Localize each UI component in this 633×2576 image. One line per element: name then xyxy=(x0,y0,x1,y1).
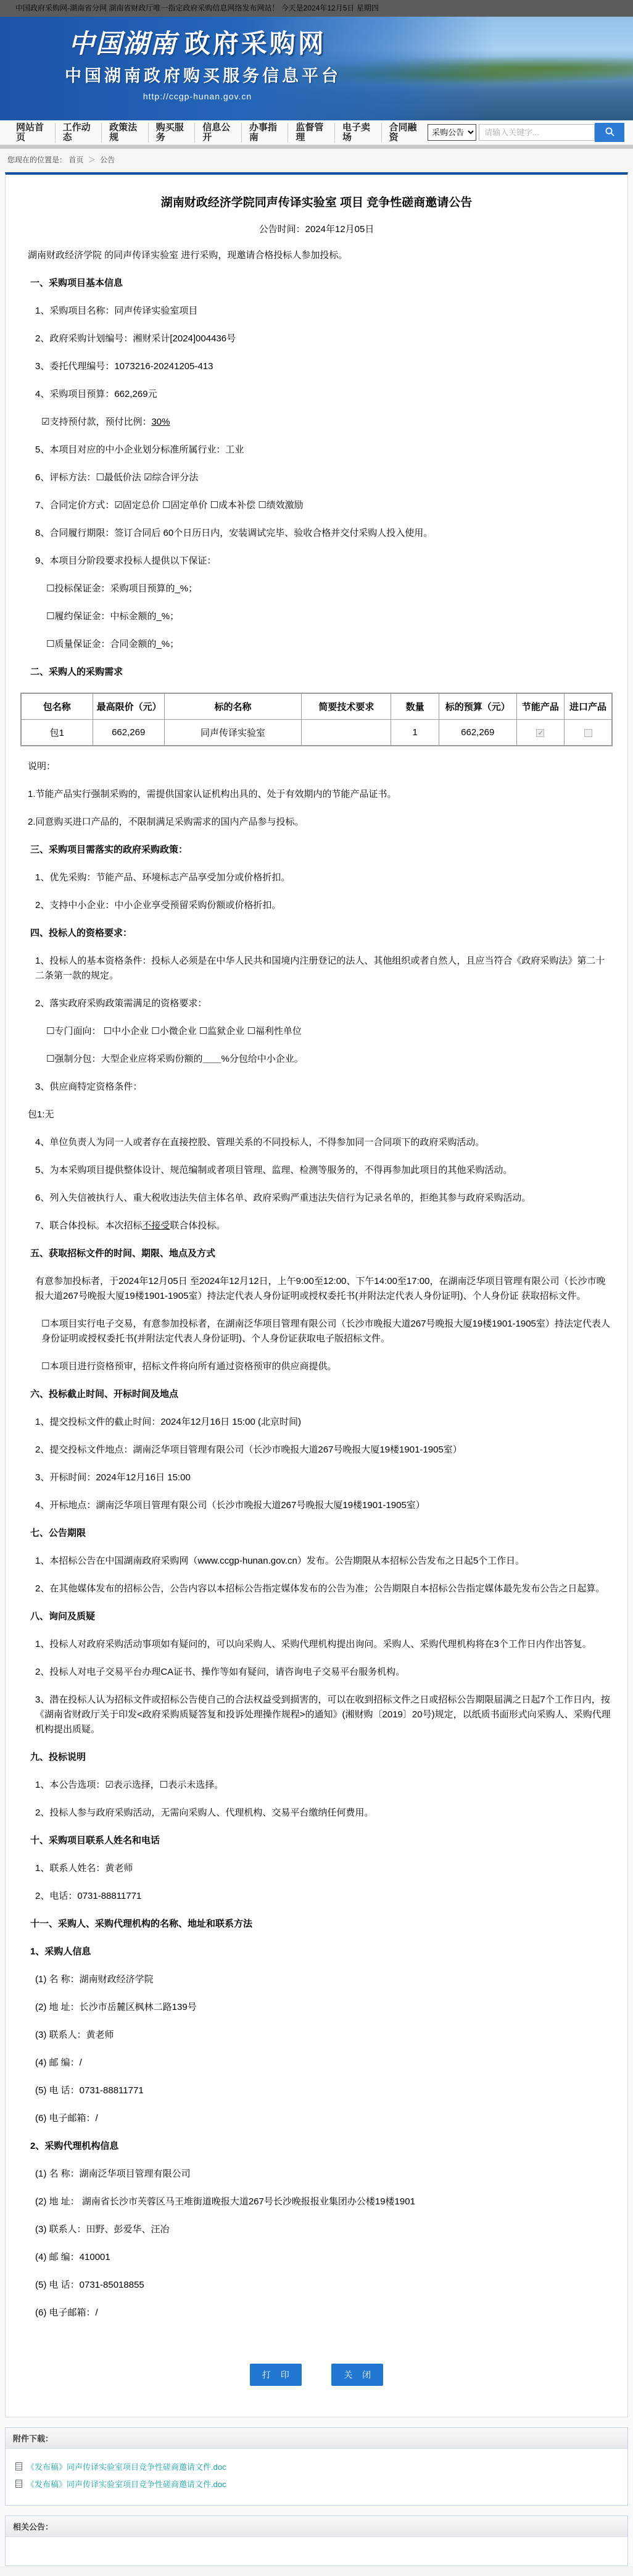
doc-line: 湖南财政经济学院 的同声传译实验室 进行采购，现邀请合格投标人参加投标。 xyxy=(28,250,348,261)
doc-line: 2、支持中小企业：中小企业享受预留采购份额或价格折扣。 xyxy=(35,900,281,911)
doc-line: (1) 名 称：湖南泛华项目管理有限公司 xyxy=(35,2169,191,2179)
doc-line: 1、提交投标文件的截止时间：2024年12月16日 15:00 (北京时间) xyxy=(35,1417,301,1427)
doc-line: 4、单位负责人为同一人或者存在直接控股、管理关系的不同投标人，不得参加同一合同项下的政府采购活动。 xyxy=(35,1137,485,1148)
section-heading: 2、采购代理机构信息 xyxy=(30,2141,119,2151)
imported-product-cell xyxy=(565,720,612,746)
imported-product-checkbox xyxy=(584,729,592,737)
doc-line: 1、优先采购：节能产品、环境标志产品享受加分或价格折扣。 xyxy=(35,872,291,883)
announcement-content-box xyxy=(5,172,628,2417)
related-announcements-header: 相关公告： xyxy=(6,2516,627,2537)
procurement-table xyxy=(20,693,613,746)
close-button[interactable]: 关 闭 xyxy=(331,2364,383,2386)
breadcrumb-separator: ＞ xyxy=(88,156,96,164)
doc-line: 6、评标方法：☐最低价法 ☑综合评分法 xyxy=(35,472,199,483)
attachment-row xyxy=(15,2478,618,2490)
no-consortium-text: 不接受 xyxy=(142,1220,170,1231)
prepay-checkbox-text: ☑支持预付款，预付比例： xyxy=(41,417,152,427)
doc-line: 4、采购项目预算：662,269元 xyxy=(35,389,157,399)
doc-line: 3、委托代理编号：1073216-20241205-413 xyxy=(35,361,213,372)
budget-cell: 662,269 xyxy=(439,720,516,746)
nav-item-purchase-service[interactable]: 购买服务 xyxy=(149,123,196,143)
doc-line: 7、联合体投标。本次招标不接受联合体投标。 xyxy=(35,1220,226,1231)
doc-line: ☐本项目实行电子交易，有意参加投标者，在湖南泛华项目管理有限公司（长沙市晚报大道267号晚报大厦19楼1901-1905室）持法定代表人身份证明或授权委托书(并附法定代表人身份证明)、个人身份证获取电子版招标文件。 xyxy=(41,1319,610,1344)
energy-saving-cell xyxy=(516,720,564,746)
doc-line: 2、提交投标文件地点：湖南泛华项目管理有限公司（长沙市晚报大道267号晚报大厦19楼1901-1905室） xyxy=(35,1444,462,1455)
section-heading: 十、采购项目联系人姓名和电话 xyxy=(30,1835,160,1846)
nav-item-contract-finance[interactable]: 合同融资 xyxy=(389,122,417,143)
section-heading: 六、投标截止时间、开标时间及地点 xyxy=(30,1389,179,1399)
attachments-box xyxy=(5,2427,628,2506)
doc-line: 4、开标地点：湖南泛华项目管理有限公司（长沙市晚报大道267号晚报大厦19楼1901-1905室） xyxy=(35,1500,425,1511)
doc-line: 包1:无 xyxy=(28,1109,54,1120)
section-heading: 十一、采购人、采购代理机构的名称、地址和联系方法 xyxy=(30,1919,253,1929)
doc-line: (6) 电子邮箱：/ xyxy=(35,2307,98,2318)
table-row xyxy=(21,720,612,746)
doc-line: 2、在其他媒体发布的招标公告，公告内容以本招标公告指定媒体发布的公告为准；公告期限自本招标公告指定媒体最先发布公告之日起算。 xyxy=(35,1583,605,1594)
section-heading: 二、采购人的采购需求 xyxy=(30,667,123,677)
doc-line: 9、本项目分阶段要求投标人提供以下保证： xyxy=(35,556,217,566)
table-header-cell: 进口产品 xyxy=(565,693,612,720)
breadcrumb-current-link[interactable]: 公告 xyxy=(100,156,115,164)
main-nav xyxy=(0,120,633,145)
doc-line: 3、潜在投标人认为招标文件或招标公告使自己的合法权益受到损害的，可以在收到招标文件之日或招标公告期限届满之日起7个工作日内，按《湖南省财政厅关于印发<政府采购质疑答复和投诉处理操作规程>的通知》(湘财购〔2019〕20号)规定，以纸质书面形式向采购人、采购代理机构提出质疑。 xyxy=(35,1694,611,1735)
table-header-cell: 标的预算（元） xyxy=(439,693,516,720)
doc-line: 2、电话：0731-88811771 xyxy=(35,1891,142,1901)
doc-line: 2、落实政府采购政策需满足的资格要求： xyxy=(35,998,207,1009)
doc-line: 1、本招标公告在中国湖南政府采购网（www.ccgp-hunan.gov.cn）发布。公告期限从本招标公告发布之日起5个工作日。 xyxy=(35,1556,525,1566)
doc-line: 1.节能产品实行强制采购的，需提供国家认证机构出具的、处于有效期内的节能产品证书。 xyxy=(28,789,397,799)
doc-line: (6) 电子邮箱：/ xyxy=(35,2113,98,2124)
doc-line: 3、供应商特定资格条件： xyxy=(35,1082,143,1092)
document-icon xyxy=(15,2480,22,2488)
site-url: http://ccgp-hunan.gov.cn xyxy=(143,91,252,101)
doc-line: ☐质量保证金：合同金额的_%； xyxy=(46,639,180,649)
doc-line: ☐投标保证金：采购项目预算的_%； xyxy=(46,583,198,594)
doc-line: ☐专门面向： ☐中小企业 ☐小微企业 ☐监狱企业 ☐福利性单位 xyxy=(46,1026,302,1036)
site-logo-script: 中国湖南 xyxy=(68,28,178,59)
doc-line: (5) 电 话：0731-85018855 xyxy=(35,2280,144,2290)
doc-line: (2) 地 址：长沙市岳麓区枫林二路139号 xyxy=(35,2002,197,2012)
section-heading: 五、获取招标文件的时间、期限、地点及方式 xyxy=(30,1248,216,1259)
section-heading: 九、投标说明 xyxy=(30,1752,86,1762)
attachment-link[interactable]: 《发布稿》同声传译实验室项目竞争性磋商邀请文件.doc xyxy=(27,2462,226,2472)
prepay-ratio-value: 30% xyxy=(151,417,170,427)
doc-line: 2、投标人参与政府采购活动，无需向采购人、代理机构、交易平台缴纳任何费用。 xyxy=(35,1807,374,1818)
doc-line: ☐本项目进行资格预审，招标文件将向所有通过资格预审的供应商提供。 xyxy=(41,1361,337,1372)
table-header-cell: 标的名称 xyxy=(164,693,302,720)
nav-item-emall[interactable]: 电子卖场 xyxy=(335,123,382,143)
search-icon xyxy=(605,127,615,139)
doc-line: (4) 邮 编：410001 xyxy=(35,2252,110,2262)
doc-line: 说明： xyxy=(28,761,56,772)
doc-line: ☐履约保证金：中标金额的_%； xyxy=(46,611,180,622)
doc-line: 6、列入失信被执行人、重大税收违法失信主体名单、政府采购严重违法失信行为记录名单的，拒绝其参与政府采购活动。 xyxy=(35,1193,531,1203)
doc-line: 8、合同履行期限：签订合同后 60个日历日内，安装调试完毕、验收合格并交付采购人投入使用。 xyxy=(35,528,433,538)
doc-line: (3) 联系人：田野、彭爱华、汪冶 xyxy=(35,2224,170,2235)
subject-name-cell: 同声传译实验室 xyxy=(164,720,302,746)
doc-line: 5、本项目对应的中小企业划分标准所属行业：工业 xyxy=(35,444,244,455)
nav-item-policies[interactable]: 政策法规 xyxy=(102,123,149,143)
site-subtitle: 中国湖南政府购买服务信息平台 xyxy=(65,67,341,85)
energy-saving-checkbox xyxy=(536,729,544,737)
doc-line: 2、投标人对电子交易平台办理CA证书、操作等如有疑问，请咨询电子交易平台服务机构。 xyxy=(35,1667,405,1677)
section-heading: 七、公告期限 xyxy=(30,1528,86,1538)
nav-item-guide[interactable]: 办事指南 xyxy=(242,123,289,143)
doc-line: 2、政府采购计划编号：湘财采计[2024]004436号 xyxy=(35,333,236,344)
doc-line: (5) 电 话：0731-88811771 xyxy=(35,2085,144,2096)
table-header-cell: 节能产品 xyxy=(516,693,564,720)
search-category-select[interactable] xyxy=(428,124,476,141)
tech-requirement-cell xyxy=(302,720,391,746)
search-button[interactable] xyxy=(595,123,624,142)
nav-item-info-disclosure[interactable]: 信息公开 xyxy=(195,123,242,143)
max-price-cell: 662,269 xyxy=(93,720,164,746)
action-buttons xyxy=(20,2364,613,2386)
doc-line xyxy=(20,415,613,430)
breadcrumb-prefix: 您现在的位置是： xyxy=(7,156,67,164)
doc-line: 2.同意购买进口产品的，不限制满足采购需求的国内产品参与投标。 xyxy=(28,817,304,827)
breadcrumb xyxy=(0,149,633,172)
table-header-cell: 数量 xyxy=(391,693,439,720)
nav-item-work-news[interactable]: 工作动态 xyxy=(56,123,102,143)
section-heading: 一、采购项目基本信息 xyxy=(30,278,123,288)
doc-line: 1、本公告选项：☑表示选择，☐表示未选择。 xyxy=(35,1780,224,1790)
package-name-cell: 包1 xyxy=(21,720,93,746)
section-heading: 八、询问及质疑 xyxy=(30,1611,96,1622)
doc-line: 1、投标人对政府采购活动事项如有疑问的，可以向采购人、采购代理机构提出询问。采购人、采购代理机构将在3个工作日内作出答复。 xyxy=(35,1639,592,1649)
search-input[interactable] xyxy=(479,124,595,141)
site-logo xyxy=(65,28,341,101)
doc-line: ☐强制分包：大型企业应将采购份额的＿＿%分包给中小企业。 xyxy=(46,1054,304,1064)
nav-item-home[interactable]: 网站首页 xyxy=(9,123,56,143)
attachments-header: 附件下载： xyxy=(6,2428,627,2449)
section-heading: 四、投标人的资格要求： xyxy=(30,928,133,938)
table-header-row xyxy=(21,693,612,720)
related-announcements-box xyxy=(5,2516,628,2566)
doc-line: (1) 名 称：湖南财政经济学院 xyxy=(35,1974,154,1985)
table-header-cell: 最高限价（元） xyxy=(93,693,164,720)
quantity-cell: 1 xyxy=(391,720,439,746)
table-header-cell: 简要技术要求 xyxy=(302,693,391,720)
attachment-link[interactable]: 《发布稿》同声传译实验室项目竞争性磋商邀请文件.doc xyxy=(27,2480,226,2489)
print-button[interactable]: 打 印 xyxy=(250,2364,302,2386)
doc-line: 1、采购项目名称：同声传译实验室项目 xyxy=(35,306,198,316)
search-bar xyxy=(428,123,624,142)
attachment-row xyxy=(15,2461,618,2472)
doc-line: (2) 地 址： 湖南省长沙市芙蓉区马王堆街道晚报大道267号长沙晚报报业集团办公楼19楼1901 xyxy=(35,2196,415,2207)
page-title: 湖南财政经济学院同声传译实验室 项目 竞争性磋商邀请公告 xyxy=(160,196,473,209)
section-heading: 1、采购人信息 xyxy=(30,1946,91,1957)
top-notice-text: 中国政府采购网-湖南省分网 湖南省财政厅唯一指定政府采购信息网络发布网站！ 今天是2024年12月5日 星期四 xyxy=(15,4,379,12)
doc-line: (4) 邮 编：/ xyxy=(35,2057,82,2068)
doc-line: 有意参加投标者，于2024年12月05日 至2024年12月12日，上午9:00至12:00、下午14:00至17:00，在湖南泛华项目管理有限公司（长沙市晚报大道267号晚报大厦19楼1901-1905室）持法定代表人身份证明或授权委托书(并附法定代表人身份证明)、个人身份证 获取招标文件。 xyxy=(35,1276,606,1301)
nav-item-supervision[interactable]: 监督管理 xyxy=(288,123,335,143)
document-icon xyxy=(15,2462,22,2470)
doc-line: (3) 联系人：黄老师 xyxy=(35,2030,114,2040)
table-header-cell: 包名称 xyxy=(21,693,93,720)
doc-line: 7、合同定价方式：☑固定总价 ☐固定单价 ☐成本补偿 ☐绩效激励 xyxy=(35,500,304,511)
site-banner xyxy=(0,17,633,120)
breadcrumb-home-link[interactable]: 首页 xyxy=(68,156,84,164)
doc-line: 3、开标时间：2024年12月16日 15:00 xyxy=(35,1472,191,1483)
doc-line: 1、投标人的基本资格条件：投标人必须是在中华人民共和国境内注册登记的法人、其他组织或者自然人，且应当符合《政府采购法》第二十二条第一款的规定。 xyxy=(35,956,605,981)
top-notice-bar xyxy=(0,0,633,17)
doc-line: 1、联系人姓名：黄老师 xyxy=(35,1863,133,1874)
doc-line: 5、为本采购项目提供整体设计、规范编制或者项目管理、监理、检测等服务的，不得再参加此项目的其他采购活动。 xyxy=(35,1165,513,1175)
section-heading: 三、采购项目需落实的政府采购政策： xyxy=(30,844,188,855)
site-logo-title: 政府采购网 xyxy=(184,29,326,58)
publish-time: 公告时间：2024年12月05日 xyxy=(259,224,374,235)
